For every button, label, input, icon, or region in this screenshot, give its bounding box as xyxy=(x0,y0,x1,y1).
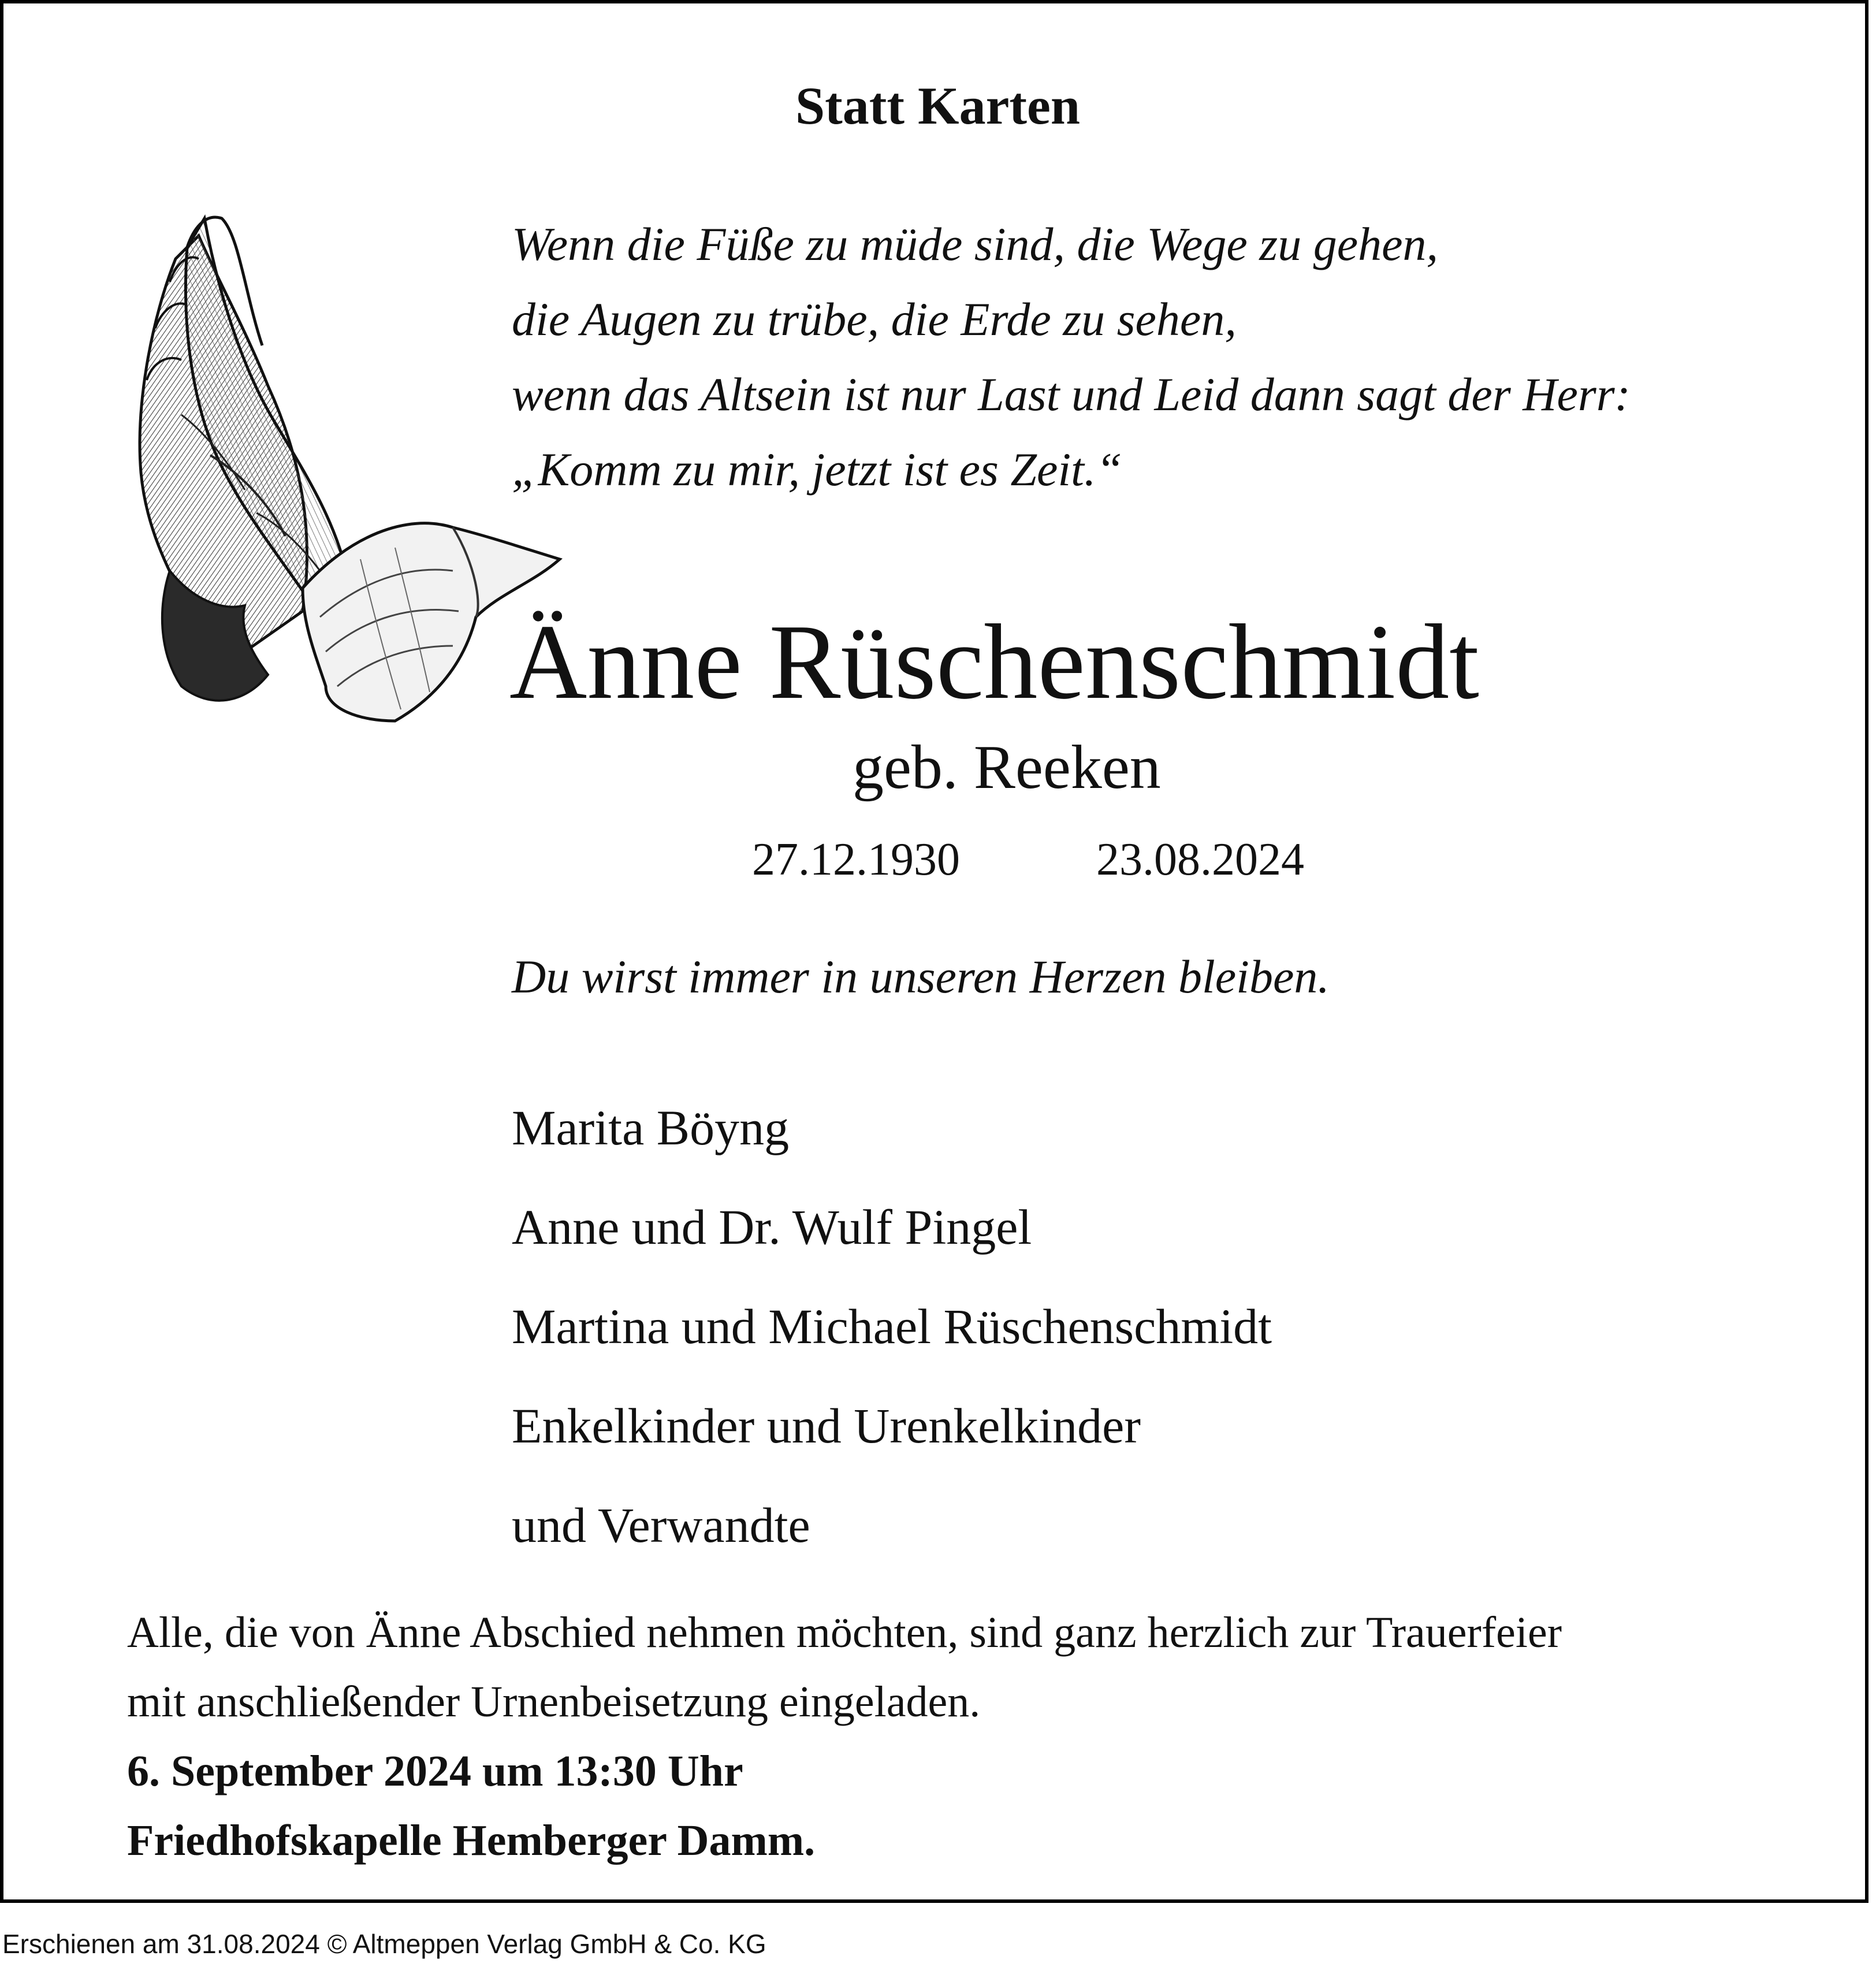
ceremony-date-time: 6. September 2024 um 13:30 Uhr xyxy=(127,1747,743,1795)
mourners-list xyxy=(512,1078,1272,1575)
invitation-line: Alle, die von Änne Abschied nehmen möchten, sind ganz herzlich zur Trauerfeier xyxy=(127,1608,1562,1657)
invitation xyxy=(127,1598,1562,1875)
mourner: und Verwandte xyxy=(512,1497,810,1553)
poem-line: die Augen zu trübe, die Erde zu sehen, xyxy=(512,293,1237,345)
ceremony-location: Friedhofskapelle Hemberger Damm. xyxy=(127,1816,816,1865)
poem-line: Wenn die Füße zu müde sind, die Wege zu gehen, xyxy=(512,218,1439,270)
poem-line: wenn das Altsein ist nur Last und Leid dann sagt der Herr: xyxy=(512,368,1631,421)
date-of-death: 23.08.2024 xyxy=(1096,834,1304,885)
poem-line: „Komm zu mir, jetzt ist es Zeit.“ xyxy=(512,443,1123,496)
deceased-name: Änne Rüschenschmidt xyxy=(509,603,1479,722)
mourner: Enkelkinder und Urenkelkinder xyxy=(512,1398,1141,1453)
date-of-birth: 27.12.1930 xyxy=(752,834,960,885)
notice-heading: Statt Karten xyxy=(795,76,1081,135)
poem xyxy=(512,207,1631,507)
mourner: Martina und Michael Rüschenschmidt xyxy=(512,1299,1272,1354)
mourner: Marita Böyng xyxy=(512,1100,790,1155)
birth-name: geb. Reeken xyxy=(853,733,1161,802)
publication-footer: Erschienen am 31.08.2024 © Altmeppen Verlag GmbH & Co. KG xyxy=(2,1929,766,1959)
praying-hands-icon xyxy=(129,213,563,727)
invitation-line: mit anschließender Urnenbeisetzung eingeladen. xyxy=(127,1678,981,1726)
mourner: Anne und Dr. Wulf Pingel xyxy=(512,1199,1032,1255)
motto: Du wirst immer in unseren Herzen bleiben. xyxy=(512,950,1330,1003)
